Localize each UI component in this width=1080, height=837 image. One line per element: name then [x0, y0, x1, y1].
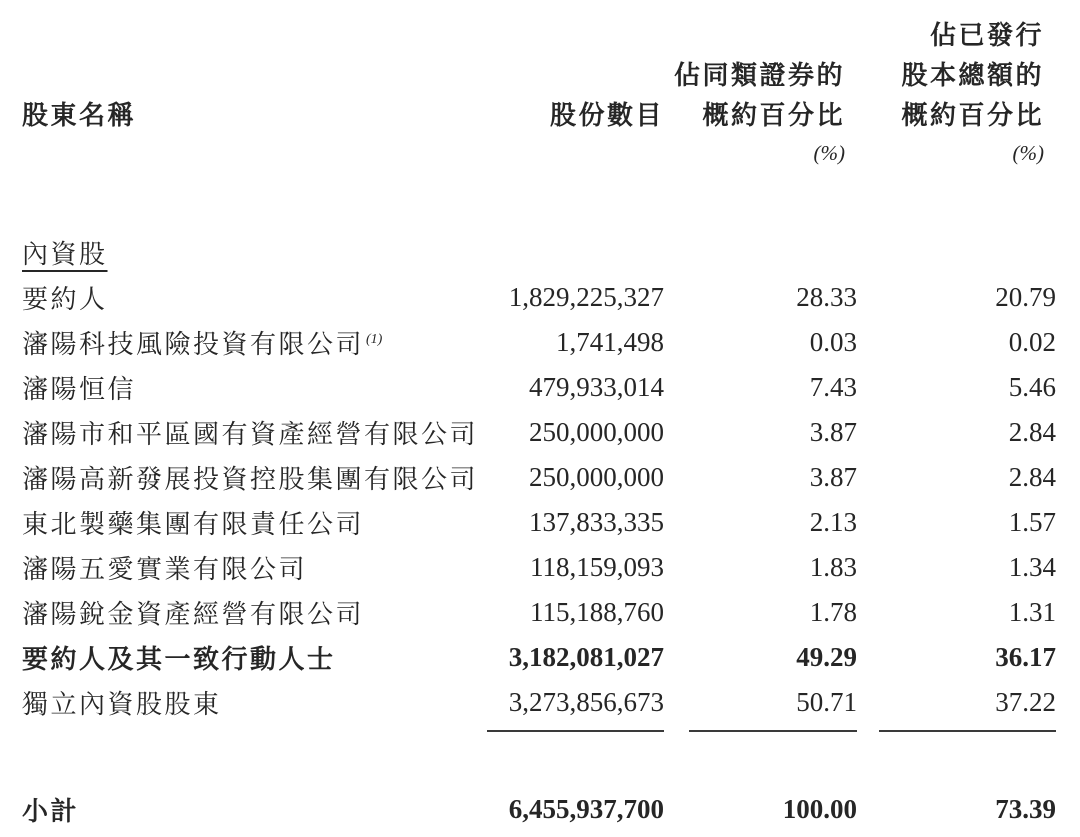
table-body — [0, 230, 1080, 837]
header-pct-same-class — [664, 56, 857, 170]
shareholder-name-text: 東北製藥集團有限責任公司 — [22, 510, 365, 539]
shareholder-name-text: 瀋陽五愛實業有限公司 — [22, 555, 308, 584]
header-shares-label: 股份數目 — [549, 101, 664, 130]
header-pct-total-issued-line3: 概約百分比 — [901, 101, 1044, 130]
header-spacer — [449, 136, 664, 170]
pct-total-issued-value: 37.22 — [995, 687, 1056, 717]
pct-same-class-value: 1.83 — [809, 552, 857, 582]
shareholder-name — [22, 279, 449, 316]
shares-rule — [487, 730, 664, 732]
footnote-marker: (1) — [366, 332, 383, 348]
pct-same-class-value: 100.00 — [782, 794, 857, 824]
section-label: 內資股 — [22, 240, 108, 269]
shareholder-name-text: 瀋陽市和平區國有資產經營有限公司 — [22, 420, 479, 449]
pct-total-issued-value: 1.34 — [1008, 552, 1056, 582]
shareholder-name — [22, 594, 449, 631]
pct-same-class-rule — [689, 730, 857, 732]
table-row — [0, 680, 1080, 725]
header-shares — [449, 96, 664, 170]
shares-value: 6,455,937,700 — [508, 794, 664, 824]
pct-total-issued-value: 1.57 — [1008, 507, 1056, 537]
header-pct-same-class-line1: 佔同類證券的 — [673, 61, 845, 90]
header-pct-same-class-line2: 概約百分比 — [702, 101, 845, 130]
shareholder-name — [22, 639, 449, 676]
pct-same-class-value: 0.03 — [809, 327, 857, 357]
header-pct-same-class-unit: (%) — [813, 141, 845, 165]
header-pct-total-issued-line1: 佔已發行 — [929, 21, 1044, 50]
header-pct-total-issued-unit: (%) — [1012, 141, 1044, 165]
pct-same-class-value: 49.29 — [796, 642, 857, 672]
shares-value: 1,741,498 — [556, 327, 664, 357]
table-row — [0, 545, 1080, 590]
pct-total-issued-value: 5.46 — [1008, 372, 1056, 402]
pct-same-class-value: 2.13 — [809, 507, 857, 537]
header-pct-total-issued-line2: 股本總額的 — [901, 61, 1044, 90]
shareholder-name — [22, 324, 449, 361]
table-gap — [0, 735, 1080, 787]
table-header — [0, 0, 1080, 170]
shares-value: 1,829,225,327 — [508, 282, 664, 312]
column-rules — [0, 832, 1080, 837]
shares-value: 137,833,335 — [529, 507, 664, 537]
shareholder-name — [22, 549, 449, 586]
table-row — [0, 635, 1080, 680]
shareholder-name — [22, 234, 449, 271]
pct-total-issued-value: 20.79 — [995, 282, 1056, 312]
shareholder-name — [22, 369, 449, 406]
pct-total-issued-rule — [879, 730, 1056, 732]
shares-value: 3,273,856,673 — [508, 687, 664, 717]
pct-total-issued-value: 73.39 — [995, 794, 1056, 824]
shares-value: 118,159,093 — [530, 552, 664, 582]
column-rules — [0, 725, 1080, 735]
table-row — [0, 410, 1080, 455]
shareholder-name-text: 瀋陽銳金資產經營有限公司 — [22, 600, 365, 629]
pct-total-issued-value: 36.17 — [995, 642, 1056, 672]
shares-value: 250,000,000 — [529, 462, 664, 492]
shareholder-name — [22, 459, 479, 496]
header-pct-total-issued — [857, 16, 1056, 170]
shareholder-name-text: 獨立內資股股東 — [22, 690, 222, 719]
pct-total-issued-value: 1.31 — [1008, 597, 1056, 627]
shareholder-name — [22, 684, 449, 721]
table-row — [0, 275, 1080, 320]
shareholder-name — [22, 504, 449, 541]
shareholder-name-text: 瀋陽高新發展投資控股集團有限公司 — [22, 465, 479, 494]
pct-same-class-value: 50.71 — [796, 687, 857, 717]
table-row — [0, 500, 1080, 545]
pct-total-issued-value: 2.84 — [1008, 417, 1056, 447]
shares-value: 3,182,081,027 — [508, 642, 664, 672]
shares-value: 479,933,014 — [529, 372, 664, 402]
shares-value: 115,188,760 — [530, 597, 664, 627]
table-row — [0, 787, 1080, 832]
pct-total-issued-value: 0.02 — [1008, 327, 1056, 357]
header-shareholder-name — [22, 96, 449, 170]
shareholder-name-text: 要約人 — [22, 285, 108, 314]
shareholder-name-text: 瀋陽科技風險投資有限公司 — [22, 330, 365, 359]
pct-same-class-value: 3.87 — [809, 417, 857, 447]
header-shareholder-name-label: 股東名稱 — [22, 101, 137, 130]
section-row — [0, 230, 1080, 275]
pct-same-class-value: 7.43 — [809, 372, 857, 402]
table-row — [0, 320, 1080, 365]
table-row — [0, 365, 1080, 410]
shareholder-name-text: 瀋陽恒信 — [22, 375, 137, 404]
shareholder-name — [22, 791, 449, 828]
header-spacer — [22, 136, 449, 170]
table-row — [0, 455, 1080, 500]
pct-total-issued-value: 2.84 — [1008, 462, 1056, 492]
shareholder-name-text: 小計 — [22, 797, 80, 826]
shareholder-name-text: 要約人及其一致行動人士 — [22, 645, 336, 674]
pct-same-class-value: 28.33 — [796, 282, 857, 312]
shares-value: 250,000,000 — [529, 417, 664, 447]
shareholder-name — [22, 414, 479, 451]
pct-same-class-value: 1.78 — [809, 597, 857, 627]
pct-same-class-value: 3.87 — [809, 462, 857, 492]
table-row — [0, 590, 1080, 635]
